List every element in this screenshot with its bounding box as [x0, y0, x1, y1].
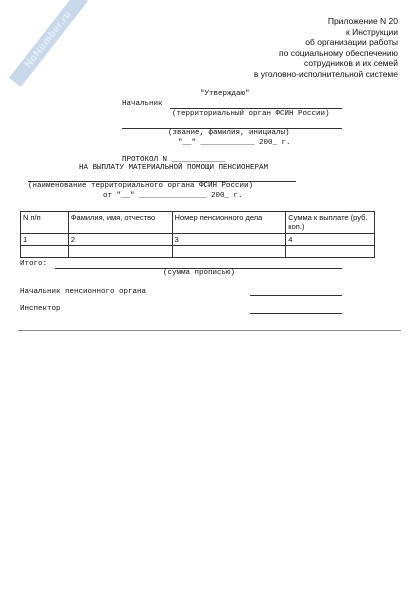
col-header-number: N п/п — [21, 212, 69, 234]
header-line-1: Приложение N 20 — [327, 16, 398, 26]
organ-caption: (территориальный орган ФСИН России) — [172, 110, 330, 118]
table-cell — [172, 246, 286, 258]
rank-caption: (звание, фамилия, инициалы) — [168, 129, 290, 137]
table-row-empty — [21, 246, 375, 258]
header-line-4: по социальному обеспечению — [279, 47, 398, 58]
protocol-subtitle: НА ВЫПЛАТУ МАТЕРИАЛЬНОЙ ПОМОЩИ ПЕНСИОНЕРАМ — [79, 164, 269, 172]
table-cell — [21, 246, 69, 258]
watermark-stamp: NoNumber.ru — [9, 0, 88, 87]
page-divider — [18, 330, 401, 331]
col-header-name: Фамилия, имя, отчество — [68, 212, 172, 234]
table-cell — [286, 246, 375, 258]
protocol-organ-caption: (наименование территориального органа ФСИН России) — [28, 182, 254, 190]
header-line-6: в уголовно-исполнительной системе — [253, 68, 398, 79]
head-label: Начальник пенсионного органа — [20, 288, 147, 296]
col-header-pension-file: Номер пенсионного дела — [172, 212, 286, 234]
payments-table — [20, 211, 375, 258]
inspector-label: Инспектор — [20, 305, 61, 313]
sum-caption: (сумма прописью) — [163, 269, 236, 277]
table-row — [21, 234, 375, 246]
approval-date: "__" ____________ 200_ г. — [178, 139, 291, 147]
approval-title: "Утверждаю" — [200, 90, 250, 98]
header-line-5: сотрудников и их семей — [304, 58, 398, 68]
header-line-2: к Инструкции — [346, 26, 398, 37]
table-cell — [68, 246, 172, 258]
table-cell: 1 — [21, 234, 69, 246]
head-signature-line — [250, 295, 342, 296]
chief-line — [170, 108, 342, 109]
protocol-title: ПРОТОКОЛ N ____________ — [122, 156, 226, 164]
total-label: Итого: — [20, 260, 48, 268]
table-cell: 4 — [286, 234, 375, 246]
header-line-3: об организации работы — [305, 37, 398, 47]
col-header-amount: Сумма к выплате (руб. коп.) — [286, 212, 375, 234]
inspector-signature-line — [250, 313, 342, 314]
table-header-row — [21, 212, 375, 234]
chief-label: Начальник — [122, 100, 163, 108]
protocol-date: от "__" _______________ 200_ г. — [103, 192, 243, 200]
table-cell: 2 — [68, 234, 172, 246]
table-cell: 3 — [172, 234, 286, 246]
